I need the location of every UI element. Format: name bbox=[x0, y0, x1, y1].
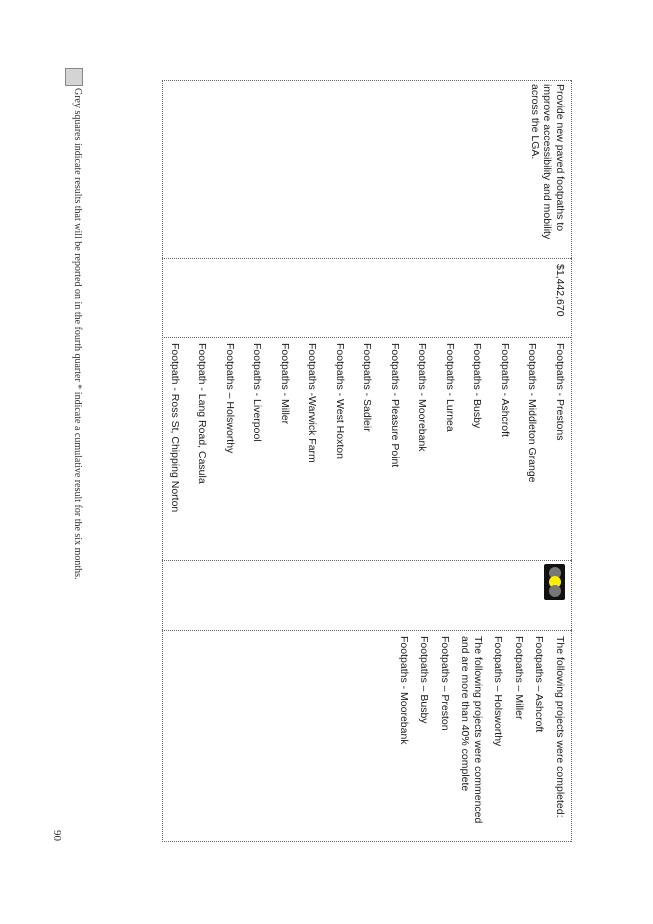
page-number: 90 bbox=[51, 830, 63, 841]
project-item: Footpaths - Lurnea bbox=[444, 343, 456, 432]
project-item: Footpaths - Miller bbox=[279, 343, 291, 425]
grey-square-legend-icon bbox=[65, 68, 83, 86]
project-item: Footpaths -Warwick Farm bbox=[306, 343, 319, 463]
table-left-border bbox=[162, 80, 572, 81]
comment-line: Footpaths – Holsworthy bbox=[492, 636, 505, 747]
comment-line: Footpaths - Moorebank bbox=[398, 636, 410, 745]
objective-description: Provide new paved footpaths to improve accessibility and mobility across the LGA. bbox=[529, 84, 566, 240]
column-divider bbox=[162, 630, 572, 631]
project-item: Footpaths - West Hoxton bbox=[334, 343, 346, 459]
comment-line: Footpaths – Busby bbox=[418, 636, 431, 724]
column-divider bbox=[162, 337, 572, 338]
project-item: Footpath - Ross St, Chipping Norton bbox=[169, 343, 181, 513]
performance-table bbox=[162, 80, 572, 842]
project-item: Footpaths - Sadleir bbox=[361, 343, 374, 432]
column-divider bbox=[162, 258, 572, 259]
comment-line: Footpaths – Preston bbox=[439, 636, 451, 731]
table-top-border bbox=[571, 80, 572, 842]
project-item: Footpaths – Holsworthy bbox=[224, 343, 236, 454]
project-item: Footpaths - Moorebank bbox=[416, 343, 429, 452]
comment-line: The following projects were completed: bbox=[554, 636, 566, 818]
traffic-light-bottom-bulb bbox=[549, 585, 561, 597]
traffic-light-icon bbox=[487, 564, 565, 596]
comment-line: Footpaths – Ashcroft bbox=[533, 636, 546, 733]
comments-cell bbox=[390, 636, 567, 836]
project-item: Footpaths - Liverpool bbox=[251, 343, 264, 442]
traffic-light-housing bbox=[544, 564, 565, 600]
project-item: Footpaths - Ashcroft bbox=[499, 343, 511, 437]
project-item: Footpaths - Pleasure Point bbox=[389, 343, 401, 468]
footnote: Grey squares indicate results that will be reported on in the fourth quarter * indicate a cumulative result for the six months. bbox=[72, 88, 83, 580]
project-item: Footpaths - Prestons bbox=[554, 343, 566, 441]
table-right-border bbox=[162, 841, 572, 842]
comment-line: The following projects were commenced and are more than 40% complete bbox=[459, 636, 484, 824]
comment-line: Footpaths – Miller bbox=[513, 636, 525, 720]
project-item: Footpaths - Middleton Grange bbox=[526, 343, 539, 483]
project-list bbox=[154, 343, 567, 563]
budget-amount: $1,442,670 bbox=[554, 264, 566, 317]
project-item: Footpaths - Busby bbox=[471, 343, 484, 429]
project-item: Footpath - Lang Road, Casula bbox=[196, 343, 209, 484]
